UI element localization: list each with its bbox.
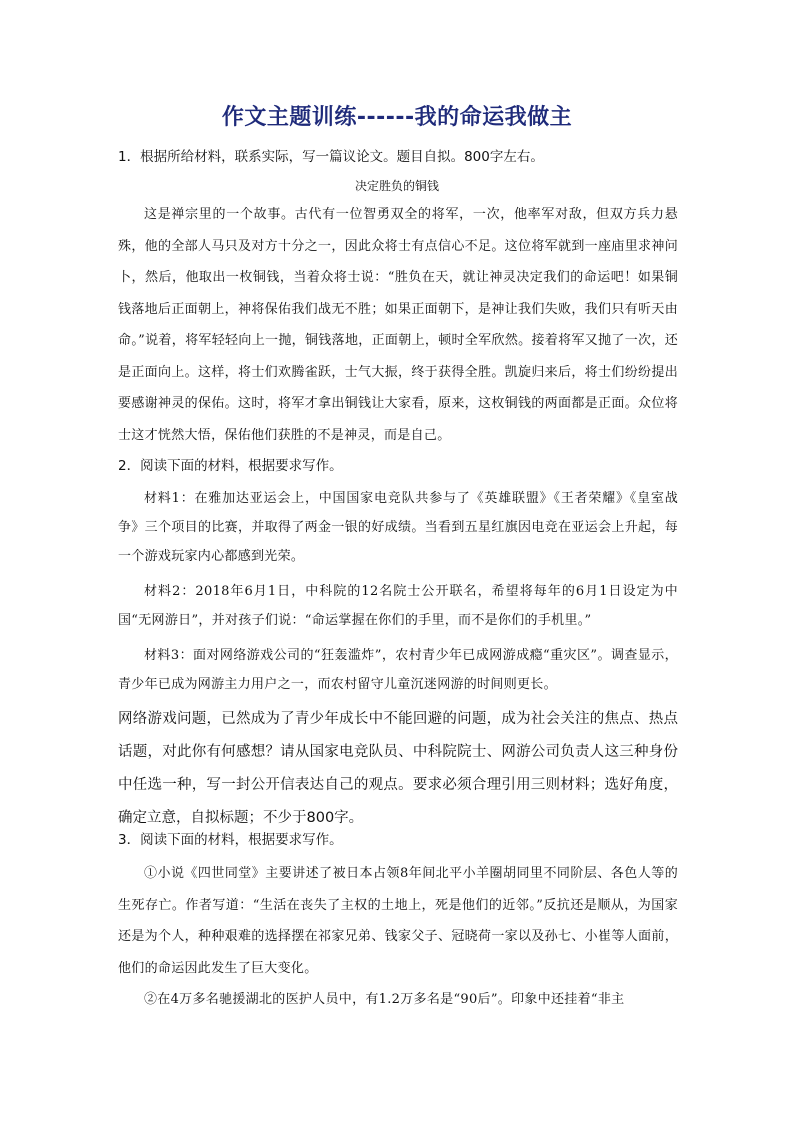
material-2: 材料2：2018年6月1日，中科院的12名院士公开联名，希望将每年的6月1日设定为中国“无网游日”，并对孩子们说：“命运掌握在你们的手里，而不是你们的手机里。”	[118, 584, 678, 628]
question-3-item-2: ②在4万多名驰援湖北的医护人员中，有1.2万多名是“90后”。印象中还挂着“非主	[144, 992, 625, 1007]
question-1-story: 这是禅宗里的一个故事。古代有一位智勇双全的将军，一次，他率军对敌，但双方兵力悬殊，他的全部人马只及对方十分之一，因此众将士有点信心不足。这位将军就到一座庙里求神问卜，然后，他取出一枚铜钱，当着众将士说：“胜负在天，就让神灵决定我们的命运吧！如果铜钱落地后正面朝上，神将保佑我们战无不胜；如果正面朝下，是神让我们失败，我们只有听天由命。”说着，将军轻轻向上一抛，铜钱落地，正面朝上，顿时全军欣然。接着将军又抛了一次，还是正面向上。这样，将士们欢腾雀跃，士气大振，终于获得全胜。凯旋归来后，将士们纷纷提出要感谢神灵的保佑。这时，将军才拿出铜钱让大家看，原来，这枚铜钱的两面都是正面。众位将士这才恍然大悟，保佑他们获胜的不是神灵，而是自己。	[118, 207, 678, 443]
story-title: 决定胜负的铜钱	[354, 179, 439, 193]
material-1: 材料1：在雅加达亚运会上，中国国家电竞队共参与了《英雄联盟》《王者荣耀》《皇室战争》三个项目的比赛，并取得了两金一银的好成绩。当看到五星红旗因电竞在亚运会上升起，每一个游戏玩家内心都感到光荣。	[118, 491, 678, 564]
document-title: 作文主题训练------我的命运我做主	[221, 105, 573, 130]
question-2-prompt: 2．阅读下面的材料，根据要求写作。	[118, 458, 343, 474]
question-3-prompt: 3．阅读下面的材料，根据要求写作。	[118, 832, 343, 848]
question-3-item-1: ①小说《四世同堂》主要讲述了被日本占领8年间北平小羊圈胡同里不同阶层、各色人等的生死存亡。作者写道：“生活在丧失了主权的土地上，死是他们的近邻。”反抗还是顺从，为国家还是为个人，种种艰难的选择摆在祁家兄弟、钱家父子、冠晓荷一家以及孙七、小崔等人面前，他们的命运因此发生了巨大变化。	[118, 866, 678, 976]
question-2-task: 网络游戏问题，已然成为了青少年成长中不能回避的问题，成为社会关注的焦点、热点话题，对此你有何感想？请从国家电竞队员、中科院院士、网游公司负责人这三种身份中任选一种，写一封公开信表达自己的观点。要求必须合理引用三则材料；选好角度，确定立意，自拟标题；不少于800字。	[118, 711, 678, 826]
question-1-prompt: 1．根据所给材料，联系实际，写一篇议论文。题目自拟。800字左右。	[118, 149, 544, 165]
material-3: 材料3：面对网络游戏公司的“狂轰滥炸”，农村青少年已成网游成瘾“重灾区”。调查显示，青少年已成为网游主力用户之一，而农村留守儿童沉迷网游的时间则更长。	[118, 648, 678, 692]
